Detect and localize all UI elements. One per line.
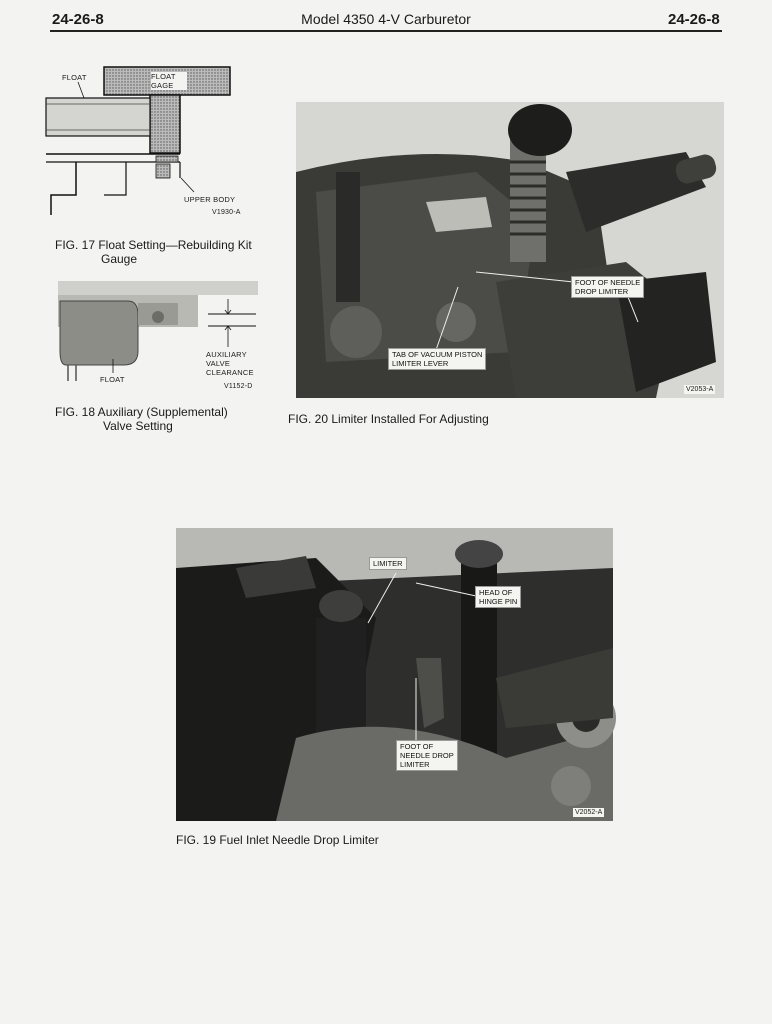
fig19-caption: FIG. 19 Fuel Inlet Needle Drop Limiter: [176, 833, 379, 847]
fig18-label-float: FLOAT: [100, 375, 125, 384]
fig20-caption: FIG. 20 Limiter Installed For Adjusting: [288, 412, 489, 426]
fig18-caption-line1: FIG. 18 Auxiliary (Supplemental): [55, 405, 228, 419]
fig19-code: V2052-A: [575, 809, 603, 816]
fig17-caption: [55, 238, 252, 266]
fig20-label-foot: FOOT OF NEEDLE DROP LIMITER: [571, 276, 644, 298]
page-title: Model 4350 4-V Carburetor: [301, 11, 471, 27]
page-number-left: 24-26-8: [52, 11, 104, 28]
fig17-code: V1930-A: [212, 209, 241, 216]
fig19-photo: [176, 528, 613, 821]
fig17-label-float: FLOAT: [62, 73, 87, 82]
page-number-right: 24-26-8: [668, 11, 720, 28]
fig18-caption-line2: Valve Setting: [103, 419, 173, 433]
fig19-label-limiter: LIMITER: [369, 557, 407, 570]
fig20-label-tab: TAB OF VACUUM PISTON LIMITER LEVER: [388, 348, 486, 370]
fig17-label-upper-body: UPPER BODY: [184, 195, 236, 204]
fig17-caption-line2: Gauge: [101, 252, 138, 266]
fig20-code: V2053-A: [686, 386, 714, 393]
fig18-label-aux: AUXILIARY VALVE CLEARANCE: [206, 350, 254, 377]
fig18-code: V1152-D: [224, 383, 253, 390]
fig17-caption-line1: FIG. 17 Float Setting—Rebuilding Kit: [55, 238, 252, 252]
fig19-label-foot: FOOT OF NEEDLE DROP LIMITER: [396, 740, 458, 771]
header-rule: [50, 30, 722, 32]
fig17-label-gage: FLOAT GAGE: [151, 72, 187, 90]
fig18-caption: [55, 405, 228, 433]
fig20-photo: [296, 102, 724, 398]
fig19-label-head: HEAD OF HINGE PIN: [475, 586, 521, 608]
